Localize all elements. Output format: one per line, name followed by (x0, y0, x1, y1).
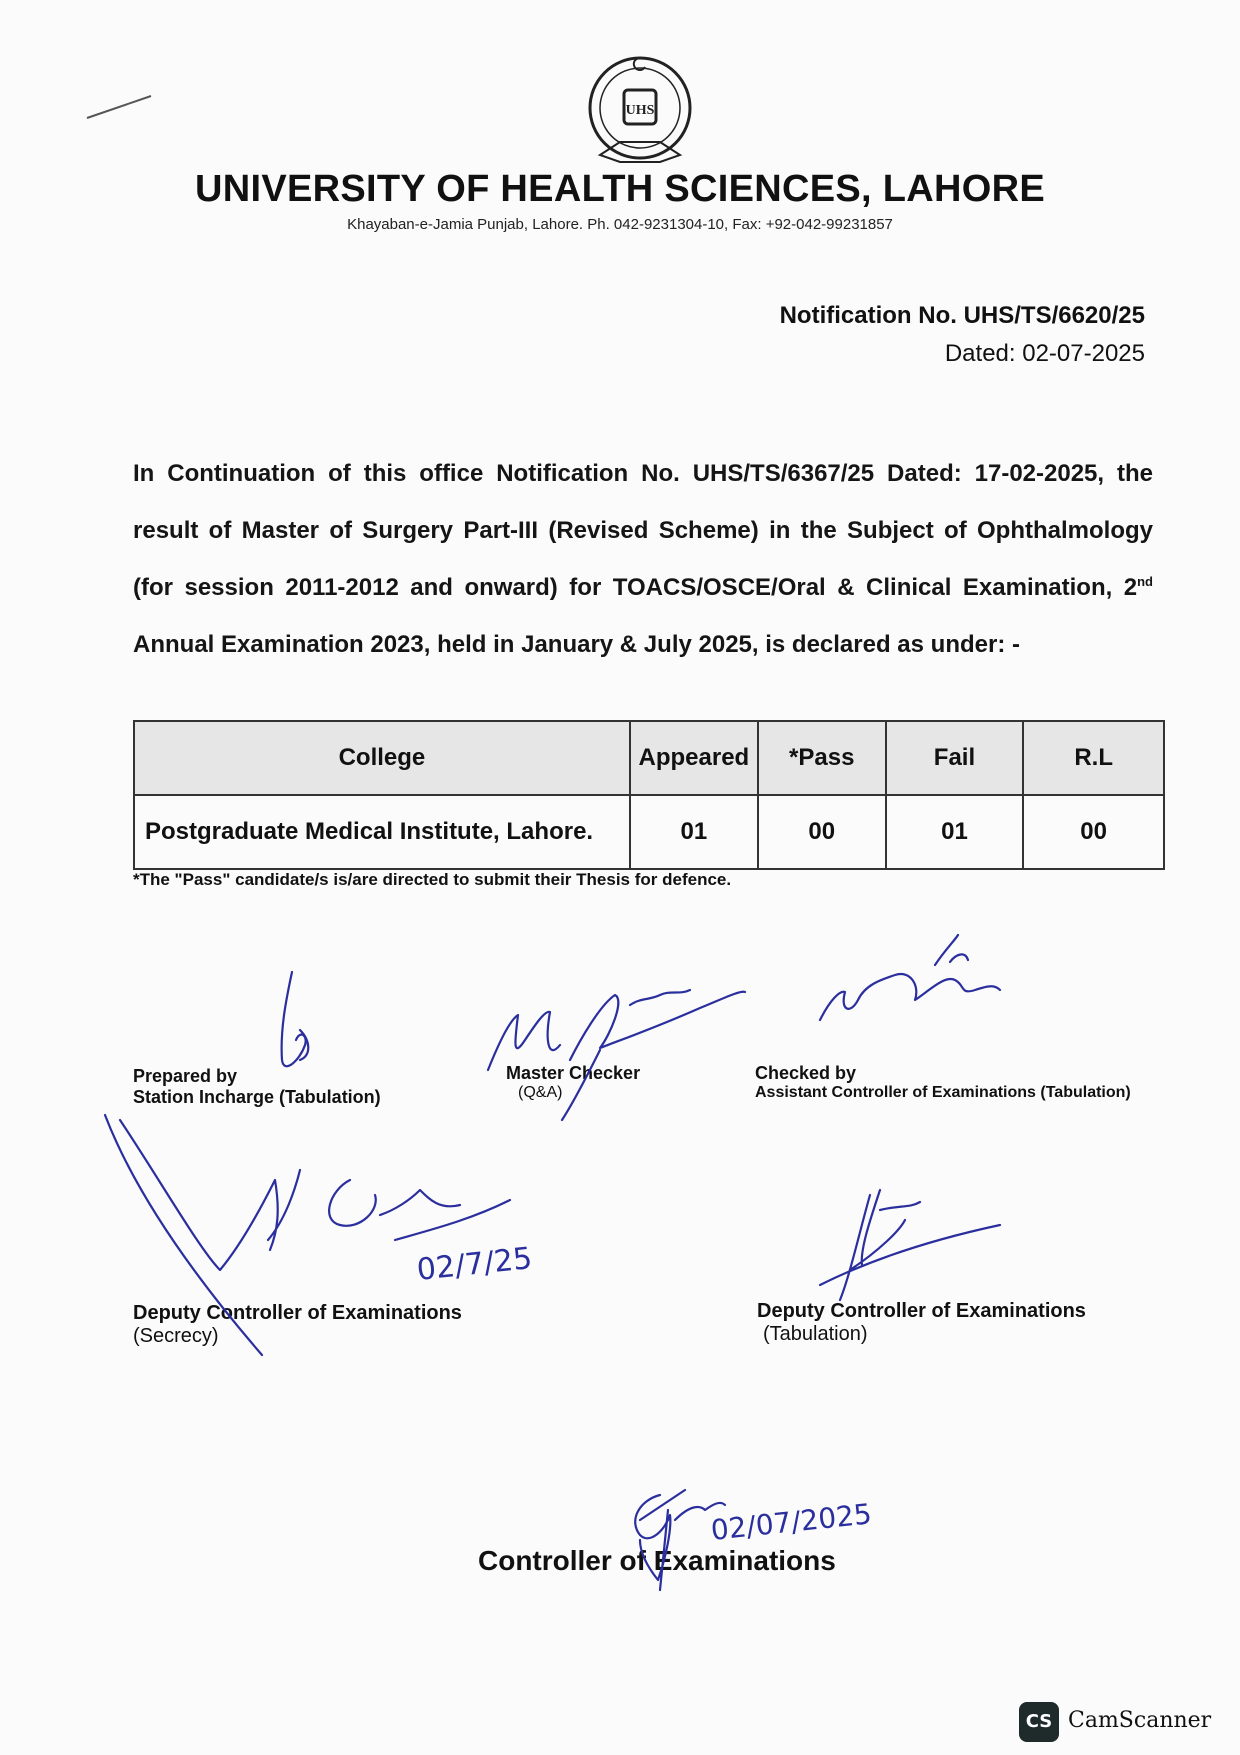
cell-college: Postgraduate Medical Institute, Lahore. (134, 795, 630, 869)
deputy-secrecy-label: Deputy Controller of Examinations (133, 1302, 462, 1324)
cell-rl: 00 (1023, 795, 1164, 869)
assistant-controller-label: Assistant Controller of Examinations (Tabulation) (755, 1084, 1131, 1101)
master-checker-block (506, 1063, 640, 1102)
signature-deputy-tabulation (820, 1190, 1000, 1300)
body-part-1: In Continuation of this office Notification No. UHS/TS/6367/25 Dated: 17-02-2025, the result of Master of Surgery Part-III (Revised Scheme) in the Subject of Ophthalmology (for session 2011-2012 and onward) for TOACS/OSCE/Oral & Clinical Examination, 2 (133, 460, 1153, 601)
prepared-by-label: Prepared by (133, 1066, 238, 1086)
header-fail: Fail (886, 721, 1024, 795)
date-secrecy: 02/7/25 (415, 1241, 534, 1288)
university-crest-icon (580, 50, 700, 170)
controller-label: Controller of Examinations (478, 1545, 836, 1576)
table-footnote: *The "Pass" candidate/s is/are directed to submit their Thesis for defence. (133, 870, 732, 889)
table-row (134, 795, 1164, 869)
signature-prepared-by (282, 972, 309, 1066)
cell-appeared: 01 (630, 795, 758, 869)
notification-date: Dated: 02-07-2025 (944, 340, 1145, 367)
deputy-secrecy-sub: (Secrecy) (133, 1325, 219, 1347)
deputy-secrecy-block (133, 1302, 462, 1348)
deputy-tabulation-block (757, 1300, 1086, 1346)
header-rl: R.L (1023, 721, 1164, 795)
result-table (133, 720, 1165, 870)
table-header-row (134, 721, 1164, 795)
header-college: College (134, 721, 630, 795)
header-appeared: Appeared (630, 721, 758, 795)
deputy-tabulation-label: Deputy Controller of Examinations (757, 1300, 1086, 1322)
checked-by-label: Checked by (755, 1063, 857, 1083)
body-part-2: Annual Examination 2023, held in January & July 2025, is declared as under: - (133, 631, 1020, 658)
deputy-tabulation-sub: (Tabulation) (763, 1323, 868, 1345)
notification-number: Notification No. UHS/TS/6620/25 (779, 302, 1145, 329)
checked-by-block (755, 1063, 1131, 1102)
university-name: UNIVERSITY OF HEALTH SCIENCES, LAHORE (195, 168, 1045, 210)
signature-checked-by (820, 935, 1000, 1020)
camscanner-brand: CamScanner (1068, 1708, 1212, 1733)
date-controller: 02/07/2025 (709, 1497, 874, 1547)
prepared-by-block (133, 1066, 381, 1108)
cell-pass: 00 (758, 795, 886, 869)
header-pass: *Pass (758, 721, 886, 795)
master-checker-sub: (Q&A) (518, 1084, 563, 1101)
university-address: Khayaban-e-Jamia Punjab, Lahore. Ph. 042-9231304-10, Fax: +92-042-99231857 (347, 216, 893, 233)
ordinal-suffix: nd (1137, 574, 1153, 589)
signature-master-checker-2 (630, 990, 690, 1005)
notification-body (133, 445, 1153, 673)
cell-fail: 01 (886, 795, 1024, 869)
svg-text:UHS: UHS (625, 103, 655, 118)
camscanner-logo: CS (1019, 1702, 1059, 1742)
master-checker-label: Master Checker (506, 1063, 641, 1083)
station-incharge-label: Station Incharge (Tabulation) (133, 1087, 381, 1107)
pen-mark (85, 92, 155, 122)
